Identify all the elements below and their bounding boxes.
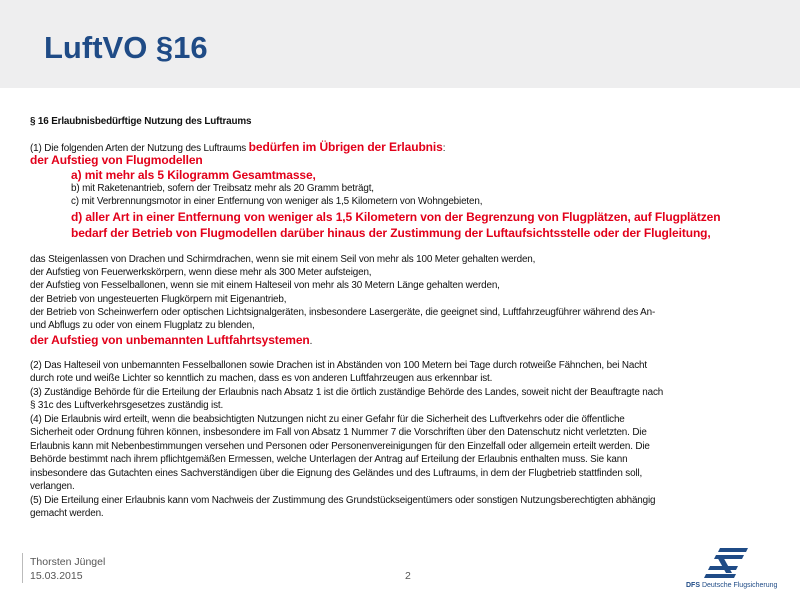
text-segment: § 16 Erlaubnisbedürftige Nutzung des Luftraums — [30, 116, 252, 127]
logo-abbrev: DFS — [686, 582, 700, 589]
text-line — [30, 454, 627, 465]
text-segment: Erlaubnis kann mit Nebenbestimmungen versehen und Personen oder Personenvereinigungen für den Einzelfall oder allgemein erteilt werden. Die — [30, 441, 650, 452]
text-line — [30, 320, 255, 331]
text-line — [30, 427, 647, 438]
text-segment: (4) Die Erlaubnis wird erteilt, wenn die beabsichtigten Nutzungen nicht zu einer Gefahr für die Sicherheit des Luftverkehrs oder die öffentliche — [30, 414, 625, 425]
text-segment: insbesondere das Gutachten eines Sachverständigen über die Eignung des Geländes und des Luftraums, in dem der Flugbetrieb stattfinden soll, — [30, 468, 643, 479]
text-segment: c) mit Verbrennungsmotor in einer Entfernung von weniger als 1,5 Kilometern von Wohngebieten, — [71, 196, 483, 207]
text-segment: und Abflugs zu oder von einem Flugplatz zu blenden, — [30, 320, 255, 331]
text-segment: Behörde bestimmt nach ihrem pflichtgemäßen Ermessen, welche Unterlagen der Antrag auf Erteilung der Erlaubnis enthalten muss. Sie kann — [30, 454, 628, 465]
text-line — [30, 267, 371, 278]
text-segment: verlangen. — [30, 481, 75, 492]
text-line — [71, 210, 720, 224]
text-segment: b) mit Raketenantrieb, sofern der Treibsatz mehr als 20 Gramm beträgt, — [71, 183, 374, 194]
text-line — [30, 414, 625, 425]
text-line — [30, 468, 642, 479]
text-segment: der Aufstieg von Fesselballonen, wenn sie mit einem Halteseil von mehr als 30 Metern Länge gehalten werden, — [30, 280, 500, 291]
dfs-logo — [686, 546, 778, 594]
text-line — [30, 294, 286, 305]
text-line — [30, 333, 312, 347]
highlighted-text: der Aufstieg von Flugmodellen — [30, 153, 203, 167]
text-line — [30, 280, 500, 291]
text-line — [30, 508, 104, 519]
text-line — [71, 168, 316, 182]
highlighted-text: der Aufstieg von unbemannten Luftfahrtsystemen — [30, 333, 310, 347]
text-segment: (1) Die folgenden Arten der Nutzung des Luftraums — [30, 143, 249, 154]
logo-name: Deutsche Flugsicherung — [701, 582, 778, 589]
highlighted-text: a) mit mehr als 5 Kilogramm Gesamtmasse, — [71, 168, 316, 182]
text-segment: (3) Zuständige Behörde für die Erteilung der Erlaubnis nach Absatz 1 ist die örtlich zuständige Behörde des Landes, soweit nicht der Beauftragte nach — [30, 387, 664, 398]
text-line — [30, 254, 535, 265]
highlighted-text: bedürfen im Übrigen der Erlaubnis — [248, 140, 443, 154]
text-line — [71, 183, 374, 194]
text-segment: gemacht werden. — [30, 508, 104, 519]
highlighted-text: d) aller Art in einer Entfernung von weniger als 1,5 Kilometern von der Begrenzung von Flugplätzen, auf Flugplätzen — [71, 210, 721, 224]
text-line — [71, 196, 482, 207]
text-line — [30, 140, 445, 154]
footer-divider — [22, 553, 23, 583]
slide-title: LuftVO §16 — [44, 30, 208, 65]
text-segment: . — [309, 336, 313, 347]
text-segment: das Steigenlassen von Drachen und Schirmdrachen, wenn sie mit einem Seil von mehr als 100 Meter gehalten werden, — [30, 254, 536, 265]
text-segment: Sicherheit oder Ordnung führen können, insbesondere im Fall von Absatz 1 Nummer 7 die Vorschriften über den Datenschutz nicht verletzten. Die — [30, 427, 647, 438]
footer-date: 15.03.2015 — [30, 570, 83, 582]
text-segment: der Betrieb von Scheinwerfern oder optischen Lichtsignalgeräten, insbesondere Lasergeräte, die geeignet sind, Luftfahrzeugführer während des An- — [30, 307, 656, 318]
page-number: 2 — [405, 570, 411, 582]
text-segment: § 31c des Luftverkehrsgesetzes zuständig ist. — [30, 400, 224, 411]
text-segment: (2) Das Halteseil von unbemannten Fesselballonen sowie Drachen ist in Abständen von 100 Metern bei Tage durch rotweiße Fähnchen, bei Nacht — [30, 360, 647, 371]
text-segment: (5) Die Erteilung einer Erlaubnis kann vom Nachweis der Zustimmung des Grundstückseigentümers oder sonstigen Nutzungsberechtigten abhängig — [30, 495, 656, 506]
text-line — [30, 360, 647, 371]
text-segment: : — [442, 143, 446, 154]
text-line — [30, 495, 655, 506]
section-heading — [30, 116, 251, 127]
text-line — [30, 153, 203, 167]
text-segment: der Aufstieg von Feuerwerkskörpern, wenn diese mehr als 300 Meter aufsteigen, — [30, 267, 372, 278]
footer-author: Thorsten Jüngel — [30, 556, 106, 568]
dfs-logo-icon — [686, 546, 766, 582]
text-line — [30, 441, 650, 452]
text-line — [30, 307, 655, 318]
text-line — [30, 481, 75, 492]
text-line — [30, 387, 663, 398]
text-line — [71, 226, 711, 240]
text-line — [30, 400, 223, 411]
highlighted-text: bedarf der Betrieb von Flugmodellen darüber hinaus der Zustimmung der Luftaufsichtsstelle oder der Flugleitung, — [71, 226, 711, 240]
text-line — [30, 373, 492, 384]
text-segment: der Betrieb von ungesteuerten Flugkörpern mit Eigenantrieb, — [30, 294, 287, 305]
text-segment: durch rote und weiße Lichter so kenntlich zu machen, dass es von anderen Luftfahrzeugen aus erkennbar ist. — [30, 373, 493, 384]
